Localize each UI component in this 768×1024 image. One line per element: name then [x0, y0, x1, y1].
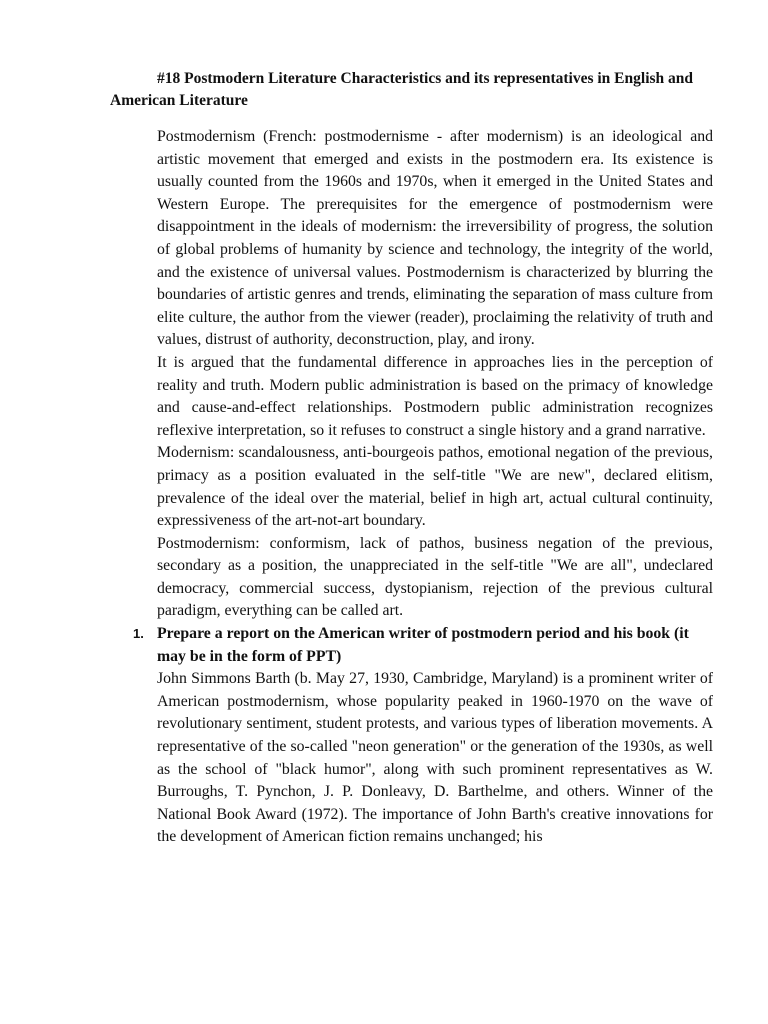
task-number: 1.: [133, 626, 144, 642]
paragraph-postmodernism-traits: Postmodernism: conformism, lack of pathos, business negation of the previous, secondary as a position, the unappreciated in the self-title "We are all", undeclared democracy, commercial success, dystopianism, rejection of the previous cultural paradigm, everything can be called art.: [157, 534, 713, 620]
document-body: [133, 126, 713, 849]
task-text: Prepare a report on the American writer of postmodern period and his book (it may be in the form of PPT): [157, 625, 689, 665]
paragraph-modernism: Modernism: scandalousness, anti-bourgeois pathos, emotional negation of the previous, primacy as a position evaluated in the self-title "We are new", declared elitism, prevalence of the ideal over the material, belief in high art, actual cultural continuity, expressiveness of the art-not-art boundary.: [157, 444, 713, 530]
document-title: #18 Postmodern Literature Characteristics and its representatives in English and American Literature: [110, 70, 694, 109]
task-item: [133, 623, 713, 668]
paragraph-postmodernism-intro: Postmodernism (French: postmodernisme - after modernism) is an ideological and artistic movement that emerged and exists in the postmodern era. Its existence is usually counted from the 1960s and 1970s, when it emerged in the United States and Western Europe. The prerequisites for the emergence of postmodernism were disappointment in the ideals of modernism: the irreversibility of progress, the solution of global problems of humanity by science and technology, the integrity of the world, and the existence of universal values. Postmodernism is characterized by blurring the boundaries of artistic genres and trends, eliminating the separation of mass culture from elite culture, the author from the viewer (reader), proclaiming the relativity of truth and values, distrust of authority, deconstruction, play, and irony.: [157, 128, 713, 349]
paragraph-john-barth: John Simmons Barth (b. May 27, 1930, Cambridge, Maryland) is a prominent writer of American postmodernism, whose popularity peaked in 1960-1970 on the wave of revolutionary sentiment, student protests, and various types of liberation movements. A representative of the so-called "neon generation" or the generation of the 1930s, as well as the school of "black humor", along with such prominent representatives as W. Burroughs, T. Pynchon, J. P. Donleavy, D. Barthelme, and others. Winner of the National Book Award (1972). The importance of John Barth's creative innovations for the development of American fiction remains unchanged; his: [157, 670, 713, 846]
paragraph-reality-truth: It is argued that the fundamental difference in approaches lies in the perception of reality and truth. Modern public administration is based on the primacy of knowledge and cause-and-effect relationships. Postmodern public administration recognizes reflexive interpretation, so it refuses to construct a single history and a grand narrative.: [157, 353, 713, 439]
